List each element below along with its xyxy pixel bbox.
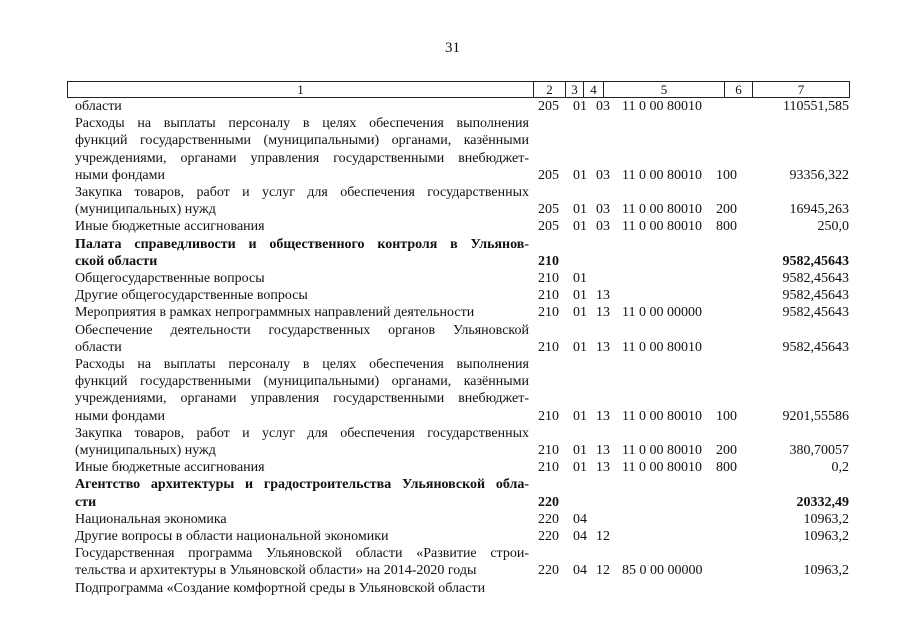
cell-c5: 11 0 00 00000 <box>622 305 702 321</box>
cell-c2: 220 <box>538 494 559 510</box>
description-line: тельства и архитектуры в Ульяновской области» на 2014-2020 годы <box>75 563 477 579</box>
cell-c7: 20332,49 <box>796 494 849 510</box>
cell-c5: 11 0 00 80010 <box>622 408 702 424</box>
cell-c7: 10963,2 <box>803 511 849 527</box>
row-description <box>75 304 529 321</box>
row-description <box>75 528 529 545</box>
cell-c7: 10963,2 <box>803 563 849 579</box>
cell-c5: 11 0 00 80010 <box>622 202 702 218</box>
row-description <box>75 545 529 579</box>
cell-c2: 205 <box>538 219 559 235</box>
description-line: Закупка товаров, работ и услуг для обеспечения государственных <box>75 425 529 441</box>
cell-c7: 250,0 <box>817 219 849 235</box>
table-row <box>0 322 905 356</box>
cell-c7: 9582,45643 <box>782 253 849 269</box>
cell-c5: 11 0 00 80010 <box>622 98 702 114</box>
table-row <box>0 425 905 459</box>
description-line: ными фондами <box>75 408 166 424</box>
table-row <box>0 270 905 287</box>
cell-c4: 13 <box>596 288 610 304</box>
description-line: учреждениями, органами управления государственными внебюджет- <box>75 391 529 407</box>
row-description <box>75 184 529 218</box>
cell-c7: 380,70057 <box>789 442 849 458</box>
cell-c4: 12 <box>596 528 610 544</box>
cell-c4: 13 <box>596 460 610 476</box>
row-description <box>75 425 529 459</box>
cell-c5: 11 0 00 80010 <box>622 219 702 235</box>
header-col-4: 4 <box>583 82 603 97</box>
description-line: ской области <box>75 253 158 269</box>
cell-c2: 210 <box>538 339 559 355</box>
description-line: Обеспечение деятельности государственных органов Ульяновской <box>75 322 529 338</box>
cell-c4: 03 <box>596 202 610 218</box>
description-line: (муниципальных) нужд <box>75 202 216 218</box>
description-line: области <box>75 339 122 355</box>
cell-c2: 205 <box>538 167 559 183</box>
description-line: Национальная экономика <box>75 511 227 527</box>
description-line: Агентство архитектуры и градостроительства Ульяновской обла- <box>75 477 529 493</box>
cell-c6: 800 <box>716 219 737 235</box>
table-header <box>67 81 850 98</box>
header-col-1: 1 <box>297 82 304 97</box>
description-line: Расходы на выплаты персоналу в целях обеспечения выполнения <box>75 116 529 132</box>
description-line: ными фондами <box>75 167 166 183</box>
cell-c2: 210 <box>538 442 559 458</box>
header-col-6: 6 <box>724 82 752 97</box>
cell-c6: 200 <box>716 442 737 458</box>
cell-c3: 04 <box>573 563 587 579</box>
cell-c7: 93356,322 <box>789 167 849 183</box>
cell-c6: 200 <box>716 202 737 218</box>
cell-c7: 9582,45643 <box>782 270 849 286</box>
cell-c2: 205 <box>538 98 559 114</box>
table-row <box>0 459 905 476</box>
table-row <box>0 356 905 425</box>
cell-c7: 10963,2 <box>803 528 849 544</box>
cell-c7: 9582,45643 <box>782 305 849 321</box>
cell-c4: 03 <box>596 167 610 183</box>
cell-c7: 0,2 <box>831 460 849 476</box>
cell-c3: 01 <box>573 288 587 304</box>
cell-c4: 13 <box>596 442 610 458</box>
cell-c5: 11 0 00 80010 <box>622 442 702 458</box>
row-description <box>75 511 529 528</box>
cell-c6: 100 <box>716 408 737 424</box>
table-row <box>0 476 905 510</box>
description-line: функций государственными (муниципальными) органами, казёнными <box>75 133 529 149</box>
header-col-2: 2 <box>533 82 565 97</box>
table-row <box>0 545 905 579</box>
cell-c5: 11 0 00 80010 <box>622 460 702 476</box>
cell-c2: 210 <box>538 305 559 321</box>
cell-c3: 01 <box>573 202 587 218</box>
cell-c5: 11 0 00 80010 <box>622 167 702 183</box>
cell-c4: 12 <box>596 563 610 579</box>
header-col-3: 3 <box>565 82 583 97</box>
cell-c7: 9582,45643 <box>782 339 849 355</box>
description-line: Иные бюджетные ассигнования <box>75 460 265 476</box>
table-row <box>0 98 905 115</box>
cell-c4: 03 <box>596 98 610 114</box>
cell-c4: 13 <box>596 339 610 355</box>
cell-c2: 220 <box>538 563 559 579</box>
table-row <box>0 236 905 270</box>
description-line: (муниципальных) нужд <box>75 443 216 458</box>
row-description <box>75 476 529 510</box>
description-line: области <box>75 99 122 114</box>
cell-c5: 85 0 00 00000 <box>622 563 703 579</box>
cell-c2: 210 <box>538 270 559 286</box>
cell-c2: 205 <box>538 202 559 218</box>
cell-c4: 13 <box>596 305 610 321</box>
cell-c3: 01 <box>573 219 587 235</box>
cell-c7: 9201,55586 <box>782 408 849 424</box>
description-line: Подпрограмма «Создание комфортной среды в Ульяновской области <box>75 580 486 596</box>
cell-c7: 16945,263 <box>789 202 849 218</box>
description-line: Мероприятия в рамках непрограммных направлений деятельности <box>75 305 475 321</box>
cell-c2: 220 <box>538 511 559 527</box>
cell-c6: 800 <box>716 460 737 476</box>
description-line: Расходы на выплаты персоналу в целях обеспечения выполнения <box>75 357 529 372</box>
cell-c3: 04 <box>573 528 587 544</box>
cell-c6: 100 <box>716 167 737 183</box>
row-description <box>75 218 529 235</box>
table-row <box>0 580 905 597</box>
row-description <box>75 322 529 356</box>
description-line: учреждениями, органами управления государственными внебюджет- <box>75 150 529 166</box>
cell-c5: 11 0 00 80010 <box>622 339 702 355</box>
row-description <box>75 356 529 425</box>
table-row <box>0 184 905 218</box>
cell-c4: 13 <box>596 408 610 424</box>
cell-c3: 01 <box>573 167 587 183</box>
description-line: Закупка товаров, работ и услуг для обеспечения государственных <box>75 185 529 200</box>
header-col-7: 7 <box>752 82 849 97</box>
row-description <box>75 580 529 597</box>
header-col-5: 5 <box>603 82 724 97</box>
cell-c2: 210 <box>538 288 559 304</box>
cell-c3: 04 <box>573 511 587 527</box>
page-number: 31 <box>445 40 460 56</box>
description-line: Другие вопросы в области национальной экономики <box>75 529 389 544</box>
description-line: Палата справедливости и общественного контроля в Ульянов- <box>75 236 529 252</box>
description-line: сти <box>75 494 97 510</box>
row-description <box>75 236 529 270</box>
cell-c2: 210 <box>538 253 559 269</box>
description-line: функций государственными (муниципальными) органами, казёнными <box>75 374 529 390</box>
description-line: Общегосударственные вопросы <box>75 271 265 286</box>
cell-c3: 01 <box>573 339 587 355</box>
cell-c2: 220 <box>538 528 559 544</box>
description-line: Другие общегосударственные вопросы <box>75 288 308 304</box>
table-row <box>0 218 905 235</box>
cell-c7: 9582,45643 <box>782 288 849 304</box>
row-description <box>75 98 529 115</box>
table-row <box>0 528 905 545</box>
table-row <box>0 511 905 528</box>
cell-c3: 01 <box>573 408 587 424</box>
table-row <box>0 287 905 304</box>
cell-c2: 210 <box>538 460 559 476</box>
cell-c3: 01 <box>573 460 587 476</box>
cell-c7: 110551,585 <box>783 98 849 114</box>
row-description <box>75 287 529 304</box>
row-description <box>75 270 529 287</box>
cell-c2: 210 <box>538 408 559 424</box>
cell-c4: 03 <box>596 219 610 235</box>
cell-c3: 01 <box>573 305 587 321</box>
row-description <box>75 459 529 476</box>
table-row <box>0 304 905 321</box>
description-line: Иные бюджетные ассигнования <box>75 219 265 235</box>
cell-c3: 01 <box>573 98 587 114</box>
cell-c3: 01 <box>573 442 587 458</box>
description-line: Государственная программа Ульяновской области «Развитие строи- <box>75 546 529 562</box>
table-row <box>0 115 905 184</box>
cell-c3: 01 <box>573 270 587 286</box>
row-description <box>75 115 529 184</box>
